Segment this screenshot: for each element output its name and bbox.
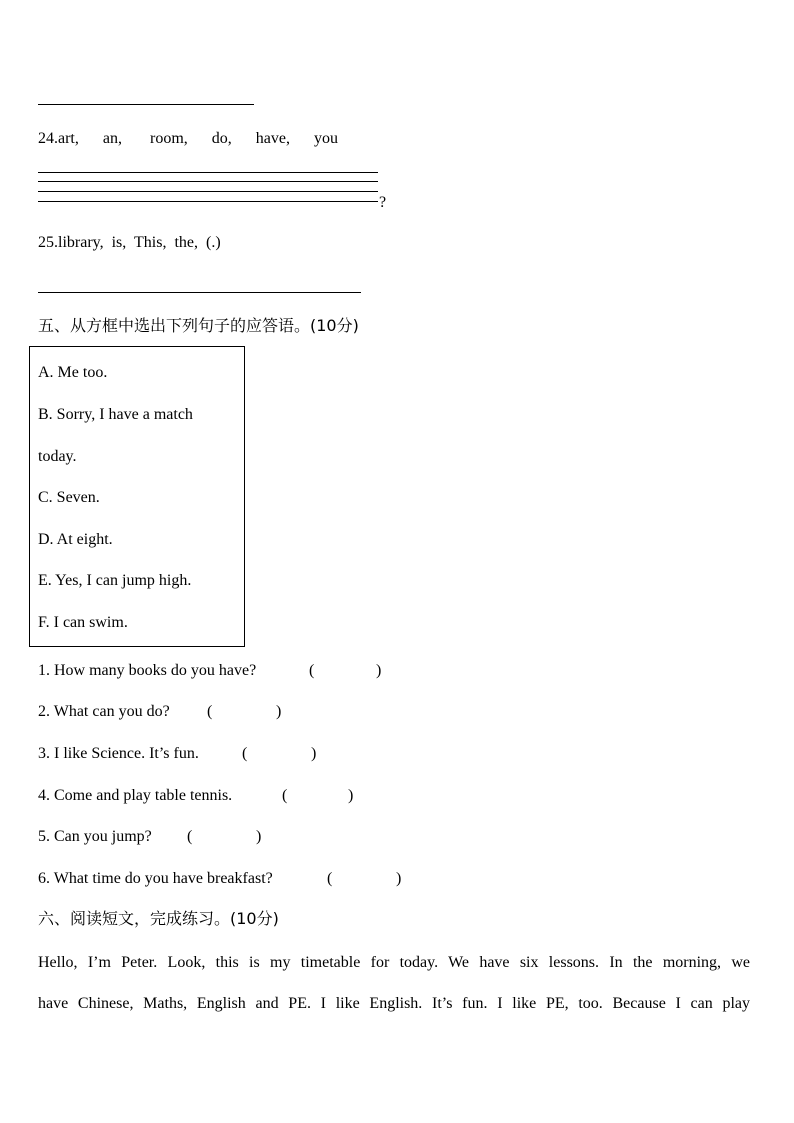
option-d: D. At eight. — [38, 531, 113, 548]
paren-close: ) — [348, 787, 354, 804]
answer-blank-4[interactable] — [291, 786, 345, 806]
word: you — [313, 130, 338, 147]
answer-line-q24-4 — [38, 201, 378, 202]
question-4: 4. Come and play table tennis. — [38, 787, 233, 804]
paren-close: ) — [276, 703, 282, 720]
section-5-heading: 五、从方框中选出下列句子的应答语。(10分) — [38, 316, 359, 335]
question-3: 3. I like Science. It’s fun. — [38, 745, 199, 762]
answer-line-q23 — [38, 104, 254, 105]
answer-blank-1[interactable] — [318, 661, 374, 681]
answer-blank-2[interactable] — [216, 702, 272, 722]
paren-open: ( — [327, 870, 333, 887]
paren-open: ( — [309, 662, 315, 679]
reading-passage-line-2: have Chinese, Maths, English and PE. I like English. It’s fun. I like PE, too. Because I can play — [38, 995, 750, 1012]
option-b-continued: today. — [38, 448, 77, 465]
option-a: A. Me too. — [38, 364, 108, 381]
word: art, — [58, 130, 79, 147]
answer-blank-5[interactable] — [196, 827, 252, 847]
section-6-heading: 六、阅读短文，完成练习。(10分) — [38, 909, 279, 928]
question-6: 6. What time do you have breakfast? — [38, 870, 273, 887]
paren-close: ) — [376, 662, 382, 679]
paren-close: ) — [396, 870, 402, 887]
question-2: 2. What can you do? — [38, 703, 170, 720]
option-b: B. Sorry, I have a match — [38, 406, 193, 423]
paren-close: ) — [256, 828, 262, 845]
answer-line-q24-3 — [38, 191, 378, 192]
reading-passage-line-1: Hello, I’m Peter. Look, this is my timetable for today. We have six lessons. In the morning, we — [38, 954, 750, 971]
word: have, — [255, 130, 290, 147]
question-words: library, is, This, the, (.) — [58, 234, 221, 251]
paren-open: ( — [187, 828, 193, 845]
option-e: E. Yes, I can jump high. — [38, 572, 192, 589]
word: do, — [211, 130, 232, 147]
answer-blank-3[interactable] — [251, 744, 307, 764]
answer-blank-6[interactable] — [336, 869, 392, 889]
paren-open: ( — [207, 703, 213, 720]
question-number: 25. — [38, 234, 58, 251]
question-number: 24. — [38, 130, 58, 147]
option-f: F. I can swim. — [38, 614, 128, 631]
paren-open: ( — [282, 787, 288, 804]
answer-line-q24-2 — [38, 181, 378, 182]
question-24 — [38, 129, 338, 149]
option-c: C. Seven. — [38, 489, 100, 506]
word: room, — [149, 130, 188, 147]
paren-close: ) — [311, 745, 317, 762]
answer-line-q25 — [38, 292, 361, 293]
question-5: 5. Can you jump? — [38, 828, 152, 845]
question-mark: ? — [379, 194, 387, 211]
word: an, — [102, 130, 122, 147]
answer-line-q24-1 — [38, 172, 378, 173]
question-1: 1. How many books do you have? — [38, 662, 257, 679]
question-25 — [38, 233, 221, 253]
paren-open: ( — [242, 745, 248, 762]
